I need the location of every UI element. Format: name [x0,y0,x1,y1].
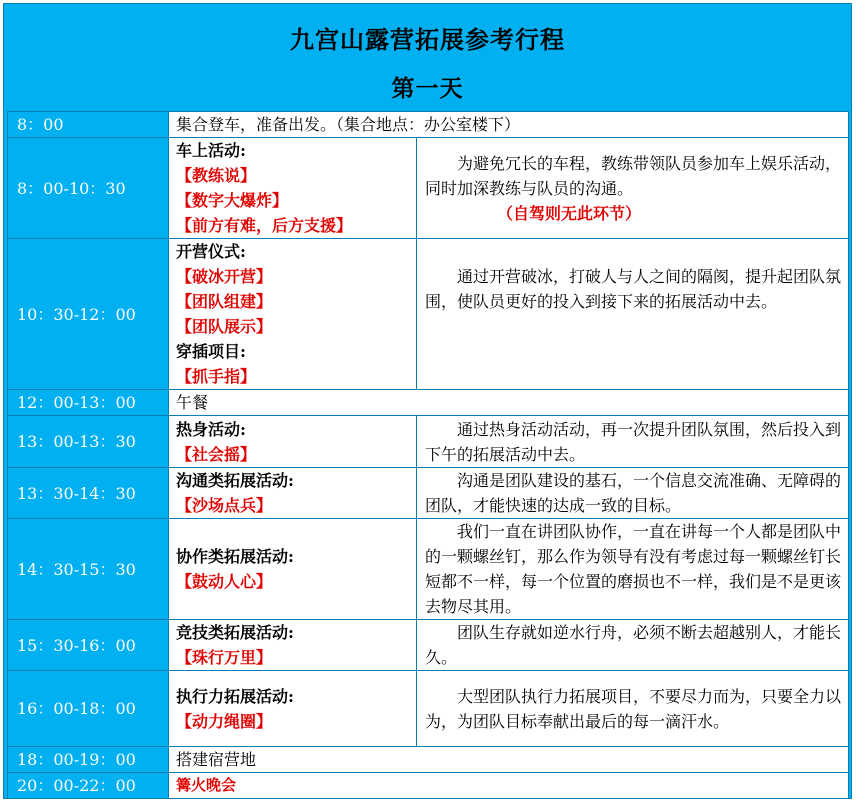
activity-header: 热身活动: [176,419,246,439]
description-text: 通过热身活动活动，再一次提升团队氛围，然后投入到下午的拓展活动中去。 [425,419,842,464]
table-row [8,416,849,468]
time-cell: 15：30-16：00 [8,620,169,671]
table-row [8,112,849,138]
table-row [8,519,849,620]
activity-header: 竞技类拓展活动: [176,623,294,642]
activity-item: 【数字大爆炸】 [176,191,289,210]
activity-item: 【抓手指】 [176,367,257,386]
itinerary-sheet [3,3,852,799]
activity-cell: 午餐 [169,390,849,416]
table-row [8,390,849,416]
activity-cell: 搭建宿营地 [169,747,849,773]
schedule-table [7,111,849,799]
time-cell: 16：00-18：00 [8,671,169,747]
table-row [8,620,849,671]
activity-item: 【动力绳圈】 [176,711,273,731]
activity-cell [169,138,417,239]
activity-header: 穿插项目: [176,342,246,361]
table-row [8,239,849,390]
activity-header: 开营仪式: [176,242,246,261]
time-cell: 10：30-12：00 [8,239,169,390]
description-cell [417,468,849,519]
page-title: 九宫山露营拓展参考行程 [290,25,565,54]
time-cell: 13：00-13：30 [8,416,169,468]
day-heading: 第一天 [391,75,464,102]
activity-cell [169,239,417,390]
activity-header: 车上活动: [176,141,246,160]
time-cell: 14：30-15：30 [8,519,169,620]
activity-item: 【珠行万里】 [176,648,273,667]
activity-item: 【破冰开营】 [176,267,273,286]
description-text: 大型团队执行力拓展项目，不要尽力而为，只要全力以为，为团队目标奉献出最后的每一滴汗水。 [425,686,842,731]
activity-item: 【社会摇】 [176,444,257,464]
description-note: （自驾则无此环节） [497,203,642,223]
activity-header: 沟通类拓展活动: [176,471,294,490]
activity-item: 【教练说】 [176,166,257,185]
activity-cell [169,671,417,747]
time-cell: 12：00-13：00 [8,390,169,416]
description-text: 沟通是团队建设的基石，一个信息交流准确、无障碍的团队，才能快速的达成一致的目标。 [425,471,842,515]
time-cell: 18：00-19：00 [8,747,169,773]
table-row [8,773,849,799]
description-cell [417,671,849,747]
activity-item: 【前方有难，后方支援】 [176,216,353,235]
activity-item: 【团队组建】 [176,292,273,311]
activity-header: 执行力拓展活动: [176,686,294,706]
table-row [8,468,849,519]
description-cell [417,239,849,390]
activity-cell [169,468,417,519]
time-cell: 20：00-22：00 [8,773,169,799]
table-row [8,138,849,239]
activity-cell: 集合登车，准备出发。（集合地点：办公室楼下） [169,112,849,138]
description-cell [417,620,849,671]
activity-cell: 篝火晚会 [169,773,849,799]
time-cell: 8：00 [8,112,169,138]
table-row [8,671,849,747]
description-text: 我们一直在讲团队协作，一直在讲每一个人都是团队中的一颗螺丝钉，那么作为领导有没有考虑过每一颗螺丝钉长短都不一样，每一个位置的磨损也不一样，我们是不是更该去物尽其用。 [425,522,842,616]
activity-cell [169,620,417,671]
activity-item: 【鼓动人心】 [176,572,273,591]
table-row [8,747,849,773]
description-text: 通过开营破冰，打破人与人之间的隔阂，提升起团队氛围，使队员更好的投入到接下来的拓展活动中去。 [425,267,842,311]
description-cell [417,416,849,468]
activity-cell [169,416,417,468]
time-cell: 8：00-10：30 [8,138,169,239]
description-text: 团队生存就如逆水行舟，必须不断去超越别人，才能长久。 [425,623,842,667]
activity-item: 【沙场点兵】 [176,496,273,515]
description-text: 为避免冗长的车程，教练带领队员参加车上娱乐活动，同时加深教练与队员的沟通。 [425,153,842,198]
activity-cell [169,519,417,620]
activity-item: 【团队展示】 [176,317,273,336]
description-cell [417,519,849,620]
description-cell [417,138,849,239]
time-cell: 13：30-14：30 [8,468,169,519]
activity-header: 协作类拓展活动: [176,547,294,566]
